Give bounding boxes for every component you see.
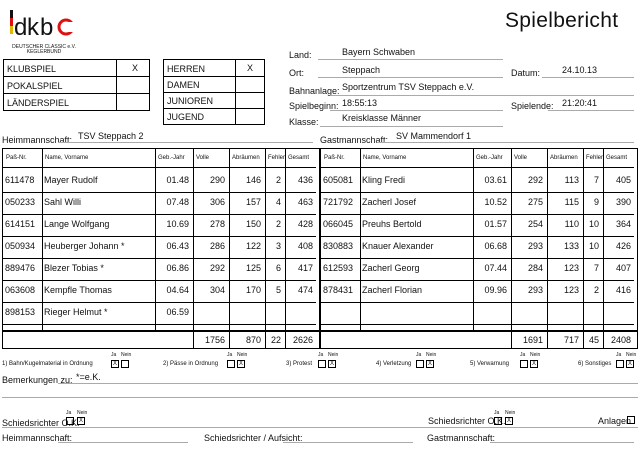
guest-row-1-col-1: Zacherl Josef xyxy=(362,197,417,207)
type-pokalspiel: POKALSPIEL xyxy=(7,81,63,91)
guest-row-4-col-6: 407 xyxy=(615,263,631,273)
type-herren: HERREN xyxy=(167,64,206,74)
home-row-2-col-4: 150 xyxy=(245,219,261,229)
type-junioren: JUNIOREN xyxy=(167,96,214,106)
guest-row-2-col-1: Preuhs Bertold xyxy=(362,219,422,229)
check-ja-checkbox-4[interactable] xyxy=(416,360,424,368)
home-row-0-col-1: Mayer Rudolf xyxy=(44,175,98,185)
guest-row-0-col-1: Kling Fredi xyxy=(362,175,406,185)
type-jugend: JUGEND xyxy=(167,112,205,122)
home-header-2: Geb.-Jahr xyxy=(158,155,185,161)
home-row-0-col-6: 436 xyxy=(297,175,313,185)
referee-left-label: Schiedsrichter O.K. xyxy=(2,418,80,428)
klasse-label: Klasse: xyxy=(289,117,319,127)
home-total-3: 2626 xyxy=(292,335,313,345)
check-nein-label-4: Nein xyxy=(426,352,437,358)
home-row-5-col-3: 304 xyxy=(209,285,225,295)
home-row-3-col-1: Heuberger Johann * xyxy=(44,241,125,251)
home-row-5-col-2: 04.64 xyxy=(166,285,189,295)
check-nein-label-6: Nein xyxy=(626,352,637,358)
check-ja-label-4: Ja xyxy=(416,352,422,358)
home-row-1-col-0: 050233 xyxy=(5,197,36,207)
home-row-4-col-0: 889476 xyxy=(5,263,36,273)
home-header-0: Paß-Nr. xyxy=(6,155,27,161)
type-damen: DAMEN xyxy=(167,80,200,90)
check-nein-checkbox-5[interactable]: X xyxy=(531,361,536,367)
signature-referee: Schiedsrichter / Aufsicht: xyxy=(204,433,303,443)
home-header-5: Fehler xyxy=(268,155,286,161)
home-row-3-col-5: 3 xyxy=(275,241,281,251)
guest-row-1-col-6: 390 xyxy=(615,197,631,207)
guest-row-1-col-0: 721792 xyxy=(323,197,354,207)
home-team-name: TSV Steppach 2 xyxy=(78,131,144,141)
home-row-3-col-3: 286 xyxy=(209,241,225,251)
guest-row-2-col-4: 110 xyxy=(564,219,579,229)
check-label-2: 2) Pässe in Ordnung xyxy=(163,361,219,367)
ort-value: Steppach xyxy=(342,65,381,75)
home-row-0-col-0: 611478 xyxy=(5,175,35,185)
signature-home: Heimmannschaft: xyxy=(2,433,73,443)
home-row-3-col-2: 06.43 xyxy=(166,241,189,251)
home-total-2: 22 xyxy=(270,335,281,345)
guest-total-1: 717 xyxy=(563,335,579,345)
check-nein-checkbox-6[interactable]: X xyxy=(627,361,632,367)
home-row-4-col-4: 125 xyxy=(245,263,261,273)
referee-right-nein-checkbox[interactable]: X xyxy=(506,418,511,424)
home-row-1-col-3: 306 xyxy=(209,197,225,207)
guest-row-1-col-2: 10.52 xyxy=(484,197,507,207)
anlagen-label: Anlagen xyxy=(598,416,632,426)
home-row-1-col-1: Sahl Willi xyxy=(44,197,82,207)
check-nein-label-3: Nein xyxy=(328,352,339,358)
home-row-2-col-2: 10.69 xyxy=(166,219,189,229)
datum-value: 24.10.13 xyxy=(562,65,598,75)
home-row-6-col-1: Rieger Helmut * xyxy=(44,307,108,317)
home-row-2-col-1: Lange Wolfgang xyxy=(44,219,110,229)
home-row-4-col-2: 06.86 xyxy=(166,263,189,273)
home-row-0-col-4: 146 xyxy=(245,175,261,185)
klasse-value: Kreisklasse Männer xyxy=(342,113,422,123)
guest-row-3-col-6: 426 xyxy=(615,241,631,251)
guest-row-4-col-1: Zacherl Georg xyxy=(362,263,420,273)
home-header-4: Abräumen xyxy=(232,155,260,161)
check-label-1: 1) Bahn/Kugelmaterial in Ordnung xyxy=(2,361,93,367)
guest-header-2: Geb.-Jahr xyxy=(476,155,503,161)
home-row-1-col-4: 157 xyxy=(245,197,261,207)
referee-right-ja-checkbox[interactable] xyxy=(494,417,502,425)
guest-row-0-col-5: 7 xyxy=(593,175,599,185)
guest-row-5-col-3: 293 xyxy=(527,285,543,295)
check-ja-checkbox-6[interactable] xyxy=(616,360,624,368)
guest-row-4-col-2: 07.44 xyxy=(484,263,507,273)
match-type-box xyxy=(3,59,150,111)
home-team-label: Heimmannschaft: xyxy=(2,135,73,145)
home-total-0: 1756 xyxy=(204,335,225,345)
guest-row-0-col-4: 113 xyxy=(564,175,579,185)
home-total-1: 870 xyxy=(245,335,261,345)
check-nein-checkbox-4[interactable]: X xyxy=(427,361,432,367)
land-value: Bayern Schwaben xyxy=(342,47,416,57)
home-row-2-col-6: 428 xyxy=(297,219,313,229)
signature-guest: Gastmannschaft: xyxy=(427,433,496,443)
home-row-0-col-3: 290 xyxy=(209,175,225,185)
guest-row-0-col-3: 292 xyxy=(527,175,543,185)
guest-row-3-col-5: 10 xyxy=(588,241,599,251)
check-ja-checkbox-1[interactable]: X xyxy=(112,361,117,367)
guest-row-2-col-2: 01.57 xyxy=(484,219,507,229)
guest-header-1: Name, Vorname xyxy=(363,155,407,161)
home-row-2-col-0: 614151 xyxy=(5,219,36,229)
guest-header-5: Fehler xyxy=(586,155,604,161)
guest-row-4-col-3: 284 xyxy=(527,263,543,273)
home-header-1: Name, Vorname xyxy=(45,155,89,161)
check-nein-label-5: Nein xyxy=(530,352,541,358)
check-ja-checkbox-2[interactable] xyxy=(227,360,235,368)
league-type-box xyxy=(163,59,265,125)
guest-row-0-col-6: 405 xyxy=(615,175,631,185)
home-row-4-col-6: 417 xyxy=(297,263,313,273)
type-klubspiel-mark: X xyxy=(132,63,139,73)
guest-total-2: 45 xyxy=(588,335,599,345)
check-nein-label-1: Nein xyxy=(121,352,132,358)
referee-left-ja-checkbox[interactable] xyxy=(66,417,74,425)
home-row-6-col-0: 898153 xyxy=(5,307,36,317)
home-header-3: Volle xyxy=(196,155,210,161)
spielende-label: Spielende: xyxy=(511,101,554,111)
type-klubspiel: KLUBSPIEL xyxy=(7,64,57,74)
guest-row-3-col-3: 293 xyxy=(527,241,543,251)
home-row-1-col-6: 463 xyxy=(297,197,313,207)
check-label-3: 3) Protest xyxy=(286,361,313,367)
guest-team-name: SV Mammendorf 1 xyxy=(396,131,472,141)
spielbeginn-label: Spielbeginn: xyxy=(289,101,339,111)
score-table xyxy=(2,148,638,349)
remarks-value: *=e.K. xyxy=(76,372,101,382)
guest-row-4-col-5: 7 xyxy=(593,263,599,273)
logo-line1: DEUTSCHER CLASSIC e.V. xyxy=(12,44,76,50)
home-row-2-col-3: 278 xyxy=(209,219,225,229)
guest-row-1-col-5: 9 xyxy=(593,197,599,207)
guest-row-5-col-6: 416 xyxy=(615,285,631,295)
guest-row-5-col-2: 09.96 xyxy=(484,285,507,295)
check-label-6: 6) Sonstiges xyxy=(578,361,612,367)
guest-row-1-col-4: 115 xyxy=(564,197,579,207)
home-row-5-col-5: 5 xyxy=(275,285,281,295)
check-ja-label-3: Ja xyxy=(318,352,324,358)
home-row-4-col-1: Blezer Tobias * xyxy=(44,263,104,273)
ort-label: Ort: xyxy=(289,68,304,78)
referee-right-nein-label: Nein xyxy=(505,410,516,416)
guest-row-0-col-0: 605081 xyxy=(323,175,354,185)
guest-header-4: Abräumen xyxy=(550,155,578,161)
check-label-5: 5) Verwarnung xyxy=(470,361,510,367)
guest-row-3-col-2: 06.68 xyxy=(484,241,507,251)
check-nein-label-2: Nein xyxy=(237,352,248,358)
check-ja-label-6: Ja xyxy=(616,352,622,358)
type-herren-mark: X xyxy=(247,63,254,73)
guest-row-2-col-3: 254 xyxy=(527,219,543,229)
guest-row-3-col-1: Knauer Alexander xyxy=(362,241,434,251)
anlagen-checkbox[interactable] xyxy=(627,416,635,424)
guest-row-4-col-0: 612593 xyxy=(323,263,354,273)
check-ja-label-1: Ja xyxy=(111,352,117,358)
check-ja-checkbox-3[interactable] xyxy=(318,360,326,368)
home-row-4-col-3: 292 xyxy=(209,263,225,273)
guest-row-2-col-6: 364 xyxy=(615,219,631,229)
spielende-value: 21:20:41 xyxy=(562,98,598,108)
home-row-5-col-6: 474 xyxy=(297,285,313,295)
guest-row-2-col-5: 10 xyxy=(588,219,599,229)
check-nein-checkbox-1[interactable] xyxy=(121,360,129,368)
guest-row-5-col-1: Zacherl Florian xyxy=(362,285,423,295)
guest-header-0: Paß-Nr. xyxy=(324,155,345,161)
guest-team-label: Gastmannschaft: xyxy=(320,135,389,145)
guest-header-6: Gesamt xyxy=(606,155,628,161)
home-row-3-col-0: 050934 xyxy=(5,241,36,251)
guest-row-3-col-0: 830883 xyxy=(323,241,354,251)
guest-row-4-col-4: 123 xyxy=(563,263,579,273)
home-header-6: Gesamt xyxy=(288,155,310,161)
guest-header-3: Volle xyxy=(514,155,528,161)
home-row-0-col-2: 01.48 xyxy=(166,175,189,185)
referee-left-nein-checkbox[interactable]: X xyxy=(78,418,83,424)
datum-label: Datum: xyxy=(511,68,541,78)
guest-row-5-col-4: 123 xyxy=(563,285,579,295)
svg-text:d: d xyxy=(14,14,28,40)
referee-right-ja-label: Ja xyxy=(494,410,500,416)
home-row-4-col-5: 6 xyxy=(275,263,281,273)
check-nein-checkbox-2[interactable]: X xyxy=(238,361,243,367)
guest-row-5-col-0: 878431 xyxy=(323,285,354,295)
referee-left-nein-label: Nein xyxy=(77,410,88,416)
guest-row-3-col-4: 133 xyxy=(563,241,579,251)
bahnanlage-value: Sportzentrum TSV Steppach e.V. xyxy=(342,82,475,92)
home-row-1-col-2: 07.48 xyxy=(166,197,189,207)
spielbeginn-value: 18:55:13 xyxy=(342,98,378,108)
remarks-label: Bemerkungen zu: xyxy=(2,375,73,385)
guest-total-0: 1691 xyxy=(522,335,543,345)
guest-row-1-col-3: 275 xyxy=(527,197,543,207)
guest-row-0-col-2: 03.61 xyxy=(484,175,507,185)
referee-right-label: Schiedsrichter O.K. xyxy=(428,416,506,426)
home-row-2-col-5: 2 xyxy=(275,219,281,229)
bahnanlage-label: Bahnanlage: xyxy=(289,86,340,96)
svg-text:k: k xyxy=(27,14,39,40)
referee-left-ja-label: Ja xyxy=(66,410,72,416)
page-title: Spielbericht xyxy=(505,9,619,32)
type-laenderspiel: LÄNDERSPIEL xyxy=(7,98,70,108)
check-ja-label-5: Ja xyxy=(520,352,526,358)
home-row-5-col-0: 063608 xyxy=(5,285,36,295)
check-ja-checkbox-5[interactable] xyxy=(520,360,528,368)
check-ja-label-2: Ja xyxy=(227,352,233,358)
check-label-4: 4) Verletzung xyxy=(376,361,412,367)
home-row-6-col-2: 06.59 xyxy=(166,307,189,317)
land-label: Land: xyxy=(289,50,312,60)
home-row-5-col-4: 170 xyxy=(245,285,261,295)
guest-total-3: 2408 xyxy=(610,335,631,345)
dkbc-logo-graphic xyxy=(4,8,84,40)
svg-text:b: b xyxy=(40,14,54,40)
guest-row-2-col-0: 066045 xyxy=(323,219,354,229)
guest-row-5-col-5: 2 xyxy=(593,285,599,295)
home-row-1-col-5: 4 xyxy=(275,197,281,207)
home-row-5-col-1: Kempfle Thomas xyxy=(44,285,112,295)
logo-line2: KEGLERBUND xyxy=(26,49,62,55)
home-row-0-col-5: 2 xyxy=(275,175,281,185)
dkbc-logo xyxy=(4,8,84,54)
home-row-3-col-4: 122 xyxy=(245,241,261,251)
home-row-3-col-6: 408 xyxy=(297,241,313,251)
check-nein-checkbox-3[interactable]: X xyxy=(329,361,334,367)
